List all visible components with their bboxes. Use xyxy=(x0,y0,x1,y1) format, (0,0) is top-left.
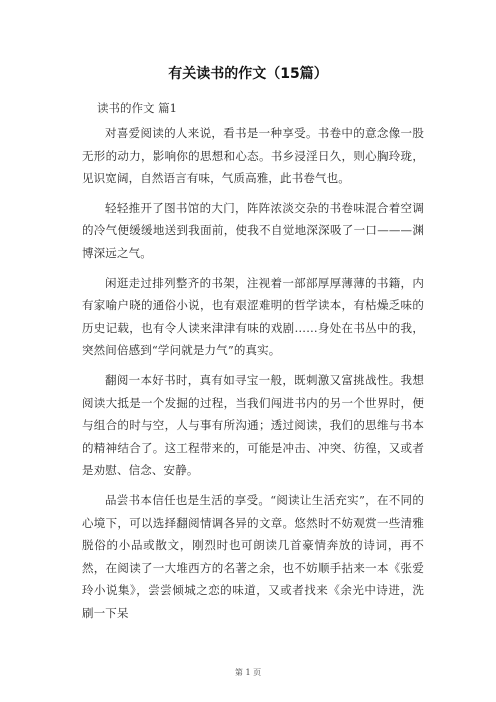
document-title: 有关读书的作文（15篇） xyxy=(168,66,328,82)
section-heading: 读书的作文 篇1 xyxy=(97,101,177,115)
paragraph-3: 闲逛走过排列整齐的书架，注视着一部部厚厚薄薄的书籍，内有家喻户晓的通俗小说，也有艰涩难明的哲学读本，有枯燥乏味的历史记载，也有令人读来津津有味的戏剧……身处在书丛中的我，突然间倍感到“学问就是力气”的真实。 xyxy=(82,275,424,358)
body-text xyxy=(82,122,424,631)
paragraph-4: 翻阅一本好书时，真有如寻宝一般，既刺激又富挑战性。我想阅读大抵是一个发掘的过程，当我们闯进书内的另一个世界时，便与组合的时与空，人与事有所沟通；透过阅读，我们的思维与书本的精神结合了。这工程带来的，可能是冲击、冲突、彷徨，又或者是劝慰、信念、安静。 xyxy=(82,372,424,478)
paragraph-1: 对喜爱阅读的人来说，看书是一种享受。书卷中的意念像一股无形的动力，影响你的思想和心态。书乡浸淫日久，则心胸玲珑，见识宽阔，自然语言有味，气质高雅，此书卷气也。 xyxy=(82,126,424,186)
page-number: 第 1 页 xyxy=(234,668,262,677)
paragraph-5: 品尝书本信任也是生活的享受。“阅读让生活充实”，在不同的心境下，可以选择翻阅情调各异的文章。悠然时不妨观赏一些清雅脱俗的小品或散文，刚烈时也可朗读几首豪情奔放的诗词，再不然，在阅读了一大堆西方的名著之余，也不妨顺手拈来一本《张爱玲小说集》，尝尝倾城之恋的味道，又或者找来《余光中诗进，洗刷一下呆 xyxy=(82,492,424,620)
paragraph-2: 轻轻推开了图书馆的大门，阵阵浓淡交杂的书卷味混合着空调的冷气便缓缓地送到我面前，使我不自觉地深深吸了一口———渊博深远之气。 xyxy=(82,200,424,260)
